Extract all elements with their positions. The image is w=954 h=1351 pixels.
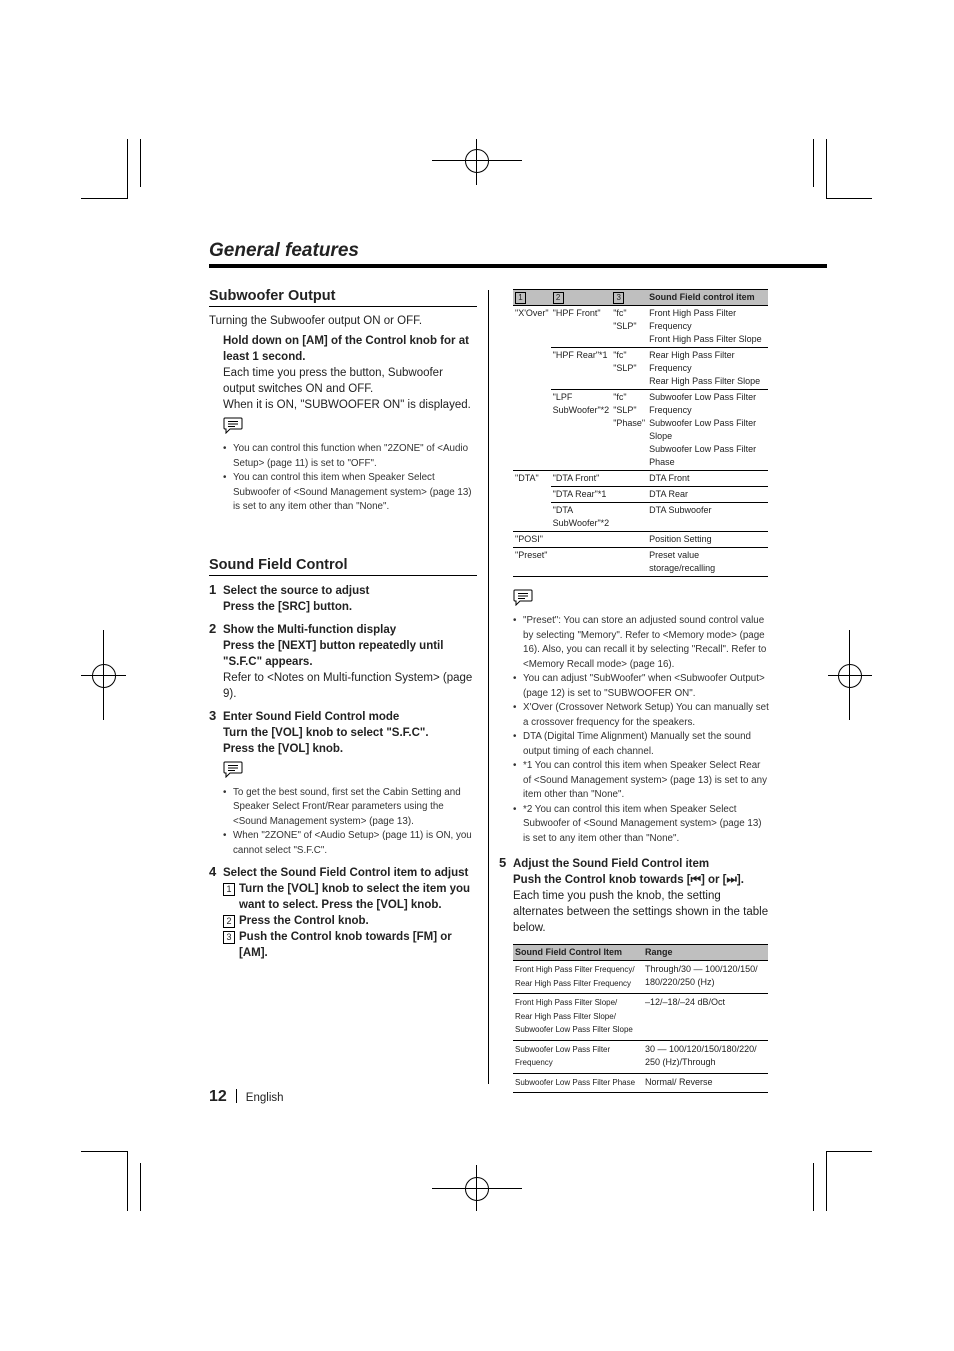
table-row bbox=[513, 390, 768, 471]
crop-mark bbox=[127, 139, 128, 199]
table-row bbox=[513, 994, 768, 1041]
table-cell: Preset value storage/recalling bbox=[647, 548, 768, 577]
column-divider bbox=[488, 290, 489, 1084]
table-cell: Normal/ Reverse bbox=[643, 1073, 768, 1093]
table-cell: DTA Subwoofer bbox=[647, 503, 768, 532]
crop-mark bbox=[813, 1163, 814, 1211]
page-title: General features bbox=[209, 240, 359, 261]
table-cell: Front High Pass Filter Frequency/ Rear High Pass Filter Frequency bbox=[513, 961, 643, 994]
step-number: 4 bbox=[209, 864, 217, 879]
note-item: • DTA (Digital Time Alignment) Manually set the sound output timing of each channel. bbox=[513, 730, 769, 759]
subwoofer-instruction-text: Each time you press the button, Subwoofer output switches ON and OFF. bbox=[223, 367, 443, 395]
step-5 bbox=[499, 855, 769, 936]
table-cell: "fc" "SLP" bbox=[611, 348, 647, 390]
table-cell: Subwoofer Low Pass Filter Frequency bbox=[513, 1040, 643, 1073]
step-3 bbox=[209, 709, 477, 859]
crop-mark bbox=[826, 1151, 827, 1211]
sub-step-3 bbox=[223, 929, 477, 961]
registration-mark-icon bbox=[465, 149, 489, 173]
section-heading-subwoofer: Subwoofer Output bbox=[209, 288, 477, 307]
note-item: • You can control this item when Speaker Select Subwoofer of <Sound Management system> (page 13) is set to any item other than "None". bbox=[223, 471, 477, 515]
table-notes bbox=[513, 614, 769, 846]
registration-mark-icon bbox=[838, 664, 862, 688]
table-cell bbox=[611, 503, 647, 532]
step-reference: Refer to <Notes on Multi-function System> (page 9). bbox=[223, 671, 473, 700]
note-icon bbox=[223, 417, 243, 434]
crop-mark bbox=[140, 139, 141, 187]
crop-mark bbox=[127, 1151, 128, 1211]
table-cell bbox=[551, 548, 612, 577]
table-cell bbox=[551, 532, 612, 548]
crop-mark bbox=[813, 139, 814, 187]
sound-field-control-table bbox=[513, 289, 768, 577]
sub-step-number: 2 bbox=[223, 915, 235, 928]
table-cell: –12/–18/–24 dB/Oct bbox=[643, 994, 768, 1041]
table-header: Range bbox=[643, 945, 768, 961]
table-cell: "DTA" bbox=[515, 473, 539, 483]
note-item: • *1 You can control this item when Speaker Select Rear of <Sound Management system> (page 13) is set to any item other than "None". bbox=[513, 759, 769, 803]
note-item: • X'Over (Crossover Network Setup) You can manually set a crossover frequency for the speakers. bbox=[513, 701, 769, 730]
table-cell bbox=[611, 487, 647, 503]
table-cell: "HPF Front" bbox=[551, 306, 612, 348]
table-cell: DTA Front bbox=[647, 471, 768, 487]
note-item: • You can adjust "SubWoofer" when <Subwoofer Output> (page 12) is set to "SUBWOOFER ON". bbox=[513, 672, 769, 701]
step-3-notes bbox=[223, 786, 477, 859]
section-heading-sound-field: Sound Field Control bbox=[209, 557, 477, 576]
step-title: Adjust the Sound Field Control item bbox=[513, 858, 710, 870]
step-title: Enter Sound Field Control mode bbox=[223, 710, 400, 723]
note-item: • You can control this function when "2ZONE" of <Audio Setup> (page 11) is set to "OFF". bbox=[223, 442, 477, 471]
crop-mark bbox=[81, 198, 128, 199]
sub-step-2 bbox=[223, 913, 477, 929]
step-number: 3 bbox=[209, 707, 217, 723]
step-line: Push the Control knob towards [⏮] or [⏭]. bbox=[513, 874, 744, 886]
table-row bbox=[513, 348, 768, 390]
table-cell: "DTA SubWoofer"*2 bbox=[551, 503, 612, 532]
step-2 bbox=[209, 622, 477, 702]
table-row bbox=[513, 532, 768, 548]
crop-mark bbox=[140, 1163, 141, 1211]
subwoofer-instruction-text: When it is ON, "SUBWOOFER ON" is displayed. bbox=[223, 399, 471, 411]
sub-step-number: 1 bbox=[223, 883, 235, 896]
sub-step-text: Turn the [VOL] knob to select the item you want to select. Press the [VOL] knob. bbox=[239, 883, 471, 911]
registration-mark-icon bbox=[465, 1177, 489, 1201]
table-cell bbox=[513, 487, 551, 503]
crop-mark bbox=[826, 1151, 872, 1152]
table-header: Sound Field control item bbox=[647, 290, 768, 306]
step-title: Show the Multi-function display bbox=[223, 623, 397, 636]
right-column bbox=[499, 289, 769, 1093]
step-text: Each time you push the knob, the setting alternates between the settings shown in the table below. bbox=[513, 890, 769, 934]
page-footer bbox=[209, 1088, 284, 1106]
note-item: • When "2ZONE" of <Audio Setup> (page 11) is ON, you cannot select "S.F.C". bbox=[223, 829, 477, 858]
step-title: Select the source to adjust bbox=[223, 584, 370, 597]
sub-step-number: 3 bbox=[223, 931, 235, 944]
table-cell: Position Setting bbox=[647, 532, 768, 548]
table-row bbox=[513, 1073, 768, 1093]
table-cell: Subwoofer Low Pass Filter Phase bbox=[513, 1073, 643, 1093]
table-cell: "Preset" bbox=[513, 548, 551, 577]
table-cell: Subwoofer Low Pass Filter Frequency Subwoofer Low Pass Filter Slope Subwoofer Low Pass Filter Phase bbox=[647, 390, 768, 471]
sub-step-text: Press the Control knob. bbox=[239, 915, 369, 927]
range-table bbox=[513, 944, 768, 1093]
step-1 bbox=[209, 583, 477, 615]
table-cell bbox=[611, 532, 647, 548]
table-cell: Front High Pass Filter Frequency Front High Pass Filter Slope bbox=[647, 306, 768, 348]
table-row bbox=[513, 306, 768, 348]
table-cell bbox=[513, 390, 551, 471]
table-cell: "fc" "SLP" bbox=[611, 306, 647, 348]
note-item: • "Preset": You can store an adjusted sound control value by selecting "Memory". Refer to <Memory mode> (page 16). Also, you can recall it by selecting "Recall". Refer to <Memory Recall mode> (page 16). bbox=[513, 614, 769, 672]
table-row bbox=[513, 548, 768, 577]
step-title: Select the Sound Field Control item to adjust bbox=[223, 867, 469, 879]
step-line: Press the [NEXT] button repeatedly until "S.F.C" appears. bbox=[223, 639, 444, 668]
footer-separator bbox=[236, 1089, 237, 1103]
table-cell: "POSI" bbox=[513, 532, 551, 548]
subwoofer-intro: Turning the Subwoofer output ON or OFF. bbox=[209, 315, 423, 327]
table-cell: Rear High Pass Filter Frequency Rear High Pass Filter Slope bbox=[647, 348, 768, 390]
registration-mark-icon bbox=[92, 664, 116, 688]
table-cell: "X'Over" bbox=[515, 308, 549, 318]
left-column bbox=[209, 288, 477, 961]
table-header: 3 bbox=[611, 290, 647, 306]
note-icon bbox=[223, 761, 243, 778]
table-cell: "DTA Front" bbox=[551, 471, 612, 487]
page-number: 12 bbox=[209, 1088, 227, 1105]
note-icon bbox=[513, 589, 533, 606]
table-row bbox=[513, 487, 768, 503]
table-cell: "DTA Rear"*1 bbox=[551, 487, 612, 503]
table-row bbox=[513, 1040, 768, 1073]
table-row bbox=[513, 961, 768, 994]
step-line: Press the [VOL] knob. bbox=[223, 742, 344, 755]
table-cell: Front High Pass Filter Slope/ Rear High Pass Filter Slope/ Subwoofer Low Pass Filter Slope bbox=[513, 994, 643, 1041]
table-row bbox=[513, 503, 768, 532]
subwoofer-instruction-title: Hold down on [AM] of the Control knob for at least 1 second. bbox=[223, 335, 469, 363]
table-header: 1 bbox=[513, 290, 551, 306]
table-cell bbox=[513, 503, 551, 532]
table-cell bbox=[611, 548, 647, 577]
crop-mark bbox=[826, 198, 872, 199]
table-row bbox=[513, 471, 768, 487]
table-cell: 30 — 100/120/150/180/220/ 250 (Hz)/Through bbox=[643, 1040, 768, 1073]
note-item: • *2 You can control this item when Speaker Select Subwoofer of <Sound Management system> (page 13) is set to any item other than "None". bbox=[513, 803, 769, 847]
table-header: 2 bbox=[551, 290, 612, 306]
title-rule bbox=[209, 264, 827, 268]
subwoofer-instruction bbox=[209, 333, 477, 515]
table-cell: "LPF SubWoofer"*2 bbox=[551, 390, 612, 471]
table-cell bbox=[513, 348, 551, 390]
table-cell: "fc" "SLP" "Phase" bbox=[611, 390, 647, 471]
sub-step-1 bbox=[223, 881, 477, 913]
table-cell: "HPF Rear"*1 bbox=[551, 348, 612, 390]
crop-mark bbox=[826, 139, 827, 199]
table-header: Sound Field Control Item bbox=[513, 945, 643, 961]
step-line: Press the [SRC] button. bbox=[223, 600, 353, 613]
sub-step-text: Push the Control knob towards [FM] or [AM]. bbox=[239, 931, 452, 959]
step-5-content bbox=[513, 856, 769, 936]
step-number: 2 bbox=[209, 620, 217, 636]
step-4 bbox=[209, 865, 477, 961]
note-item: • To get the best sound, first set the Cabin Setting and Speaker Select Front/Rear parameters using the <Sound Management system> (page 13). bbox=[223, 786, 477, 830]
step-line: Turn the [VOL] knob to select "S.F.C". bbox=[223, 726, 429, 739]
table-cell: DTA Rear bbox=[647, 487, 768, 503]
footer-language: English bbox=[245, 1092, 284, 1104]
table-cell: Through/30 — 100/120/150/ 180/220/250 (Hz) bbox=[643, 961, 768, 994]
step-number: 1 bbox=[209, 581, 217, 597]
table-cell bbox=[611, 471, 647, 487]
subwoofer-notes bbox=[223, 442, 477, 515]
step-number: 5 bbox=[499, 855, 507, 870]
crop-mark bbox=[81, 1151, 128, 1152]
